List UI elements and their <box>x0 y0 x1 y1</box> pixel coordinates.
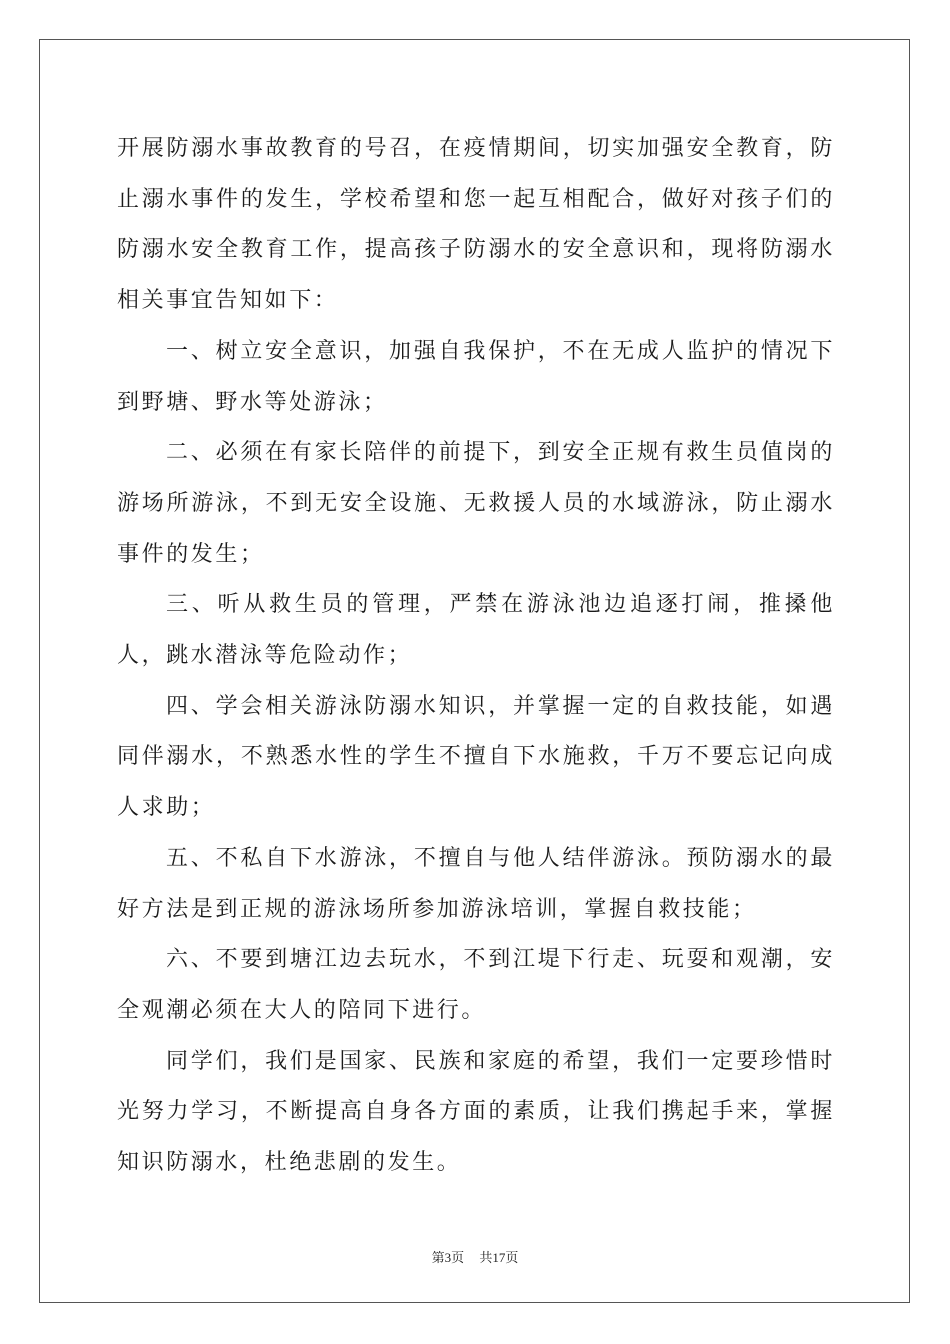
paragraph-closing: 同学们，我们是国家、民族和家庭的希望，我们一定要珍惜时光努力学习，不断提高自身各方面的素质，让我们携起手来，掌握知识防溺水，杜绝悲剧的发生。 <box>117 1048 835 1176</box>
page-total: 共17页 <box>479 1250 519 1265</box>
paragraph-item-6: 六、不要到塘江边去玩水，不到江堤下行走、玩耍和观潮，安全观潮必须在大人的陪同下进行。 <box>117 947 835 1023</box>
paragraph-item-2: 二、必须在有家长陪伴的前提下，到安全正规有救生员值岗的游场所游泳，不到无安全设施、无救援人员的水域游泳，防止溺水事件的发生； <box>117 440 835 567</box>
paragraph-item-3: 三、听从救生员的管理，严禁在游泳池边追逐打闹，推搡他人，跳水潜泳等危险动作； <box>117 592 835 669</box>
page-number: 第3页 <box>431 1250 465 1265</box>
document-body <box>117 124 835 1189</box>
paragraph-item-5: 五、不私自下水游泳，不擅自与他人结伴游泳。预防溺水的最好方法是到正规的游泳场所参加游泳培训，掌握自救技能； <box>117 845 835 922</box>
paragraph-item-1: 一、树立安全意识，加强自我保护，不在无成人监护的情况下到野塘、野水等处游泳； <box>117 338 835 415</box>
paragraph-intro: 开展防溺水事故教育的号召，在疫情期间，切实加强安全教育，防止溺水事件的发生，学校希望和您一起互相配合，做好对孩子们的防溺水安全教育工作，提高孩子防溺水的安全意识和，现将防溺水相关事宜告知如下： <box>117 136 835 314</box>
page-footer <box>0 1247 950 1266</box>
paragraph-item-4: 四、学会相关游泳防溺水知识，并掌握一定的自救技能，如遇同伴溺水，不熟悉水性的学生不擅自下水施救，千万不要忘记向成人求助； <box>117 693 835 821</box>
